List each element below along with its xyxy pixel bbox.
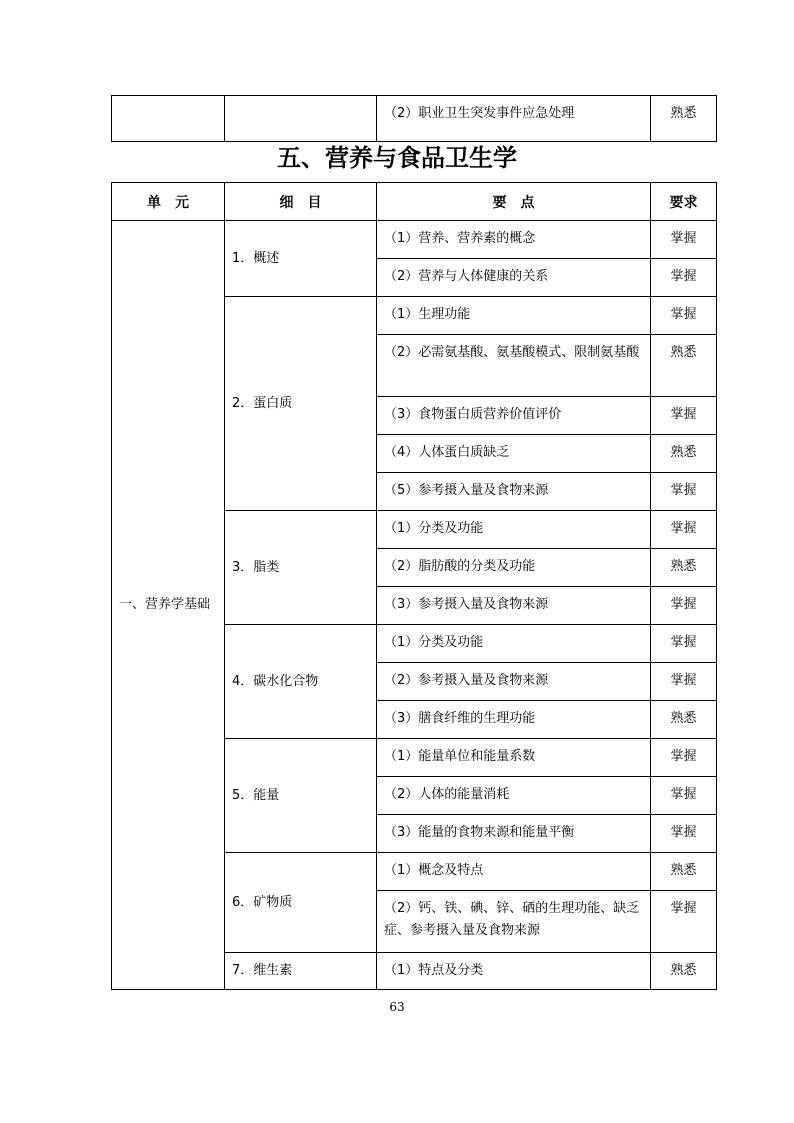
point-cell: （1）特点及分类 — [377, 953, 651, 990]
unit-cell: 一、营养学基础 — [112, 221, 225, 990]
detail-cell: 4．碳水化合物 — [225, 625, 377, 739]
requirement-cell: 熟悉 — [651, 853, 717, 891]
point-cell: （2）营养与人体健康的关系 — [377, 259, 651, 297]
point-cell: （3）参考摄入量及食物来源 — [377, 587, 651, 625]
requirement-cell: 熟悉 — [651, 701, 717, 739]
requirement-cell: 掌握 — [651, 625, 717, 663]
point-cell: （3）食物蛋白质营养价值评价 — [377, 397, 651, 435]
requirement-cell: 掌握 — [651, 259, 717, 297]
page-number: 63 — [389, 1000, 405, 1014]
point-cell: （3）能量的食物来源和能量平衡 — [377, 815, 651, 853]
requirement-cell: 熟悉 — [651, 435, 717, 473]
header-unit: 单 元 — [112, 183, 225, 221]
requirement-cell: 掌握 — [651, 663, 717, 701]
point-cell: （2）参考摄入量及食物来源 — [377, 663, 651, 701]
header-detail: 细 目 — [225, 183, 377, 221]
requirement-cell: 掌握 — [651, 397, 717, 435]
point-cell: （3）膳食纤维的生理功能 — [377, 701, 651, 739]
requirement-cell: 熟悉 — [651, 335, 717, 397]
syllabus-table — [111, 182, 717, 990]
previous-section-table — [111, 95, 717, 142]
detail-cell: 5．能量 — [225, 739, 377, 853]
requirement-cell: 掌握 — [651, 739, 717, 777]
detail-cell: 7．维生素 — [225, 953, 377, 990]
requirement-cell: 掌握 — [651, 221, 717, 259]
detail-cell — [225, 96, 377, 142]
point-cell: （4）人体蛋白质缺乏 — [377, 435, 651, 473]
point-cell: （1）分类及功能 — [377, 625, 651, 663]
requirement-cell: 熟悉 — [651, 96, 717, 142]
detail-cell: 3．脂类 — [225, 511, 377, 625]
requirement-cell: 熟悉 — [651, 549, 717, 587]
requirement-cell: 掌握 — [651, 511, 717, 549]
section-title: 五、营养与食品卫生学 — [277, 143, 517, 172]
point-cell: （2）必需氨基酸、氨基酸模式、限制氨基酸 — [377, 335, 651, 397]
point-cell: （1）能量单位和能量系数 — [377, 739, 651, 777]
table-row — [112, 221, 717, 259]
point-cell: （1）分类及功能 — [377, 511, 651, 549]
requirement-cell: 掌握 — [651, 297, 717, 335]
requirement-cell: 掌握 — [651, 815, 717, 853]
detail-cell: 6．矿物质 — [225, 853, 377, 953]
point-cell: （2）职业卫生突发事件应急处理 — [377, 96, 651, 142]
requirement-cell: 熟悉 — [651, 953, 717, 990]
point-cell: （2）钙、铁、碘、锌、硒的生理功能、缺乏症、参考摄入量及食物来源 — [377, 891, 651, 953]
requirement-cell: 掌握 — [651, 587, 717, 625]
table-row — [112, 96, 717, 142]
point-cell: （2）脂肪酸的分类及功能 — [377, 549, 651, 587]
point-cell: （5）参考摄入量及食物来源 — [377, 473, 651, 511]
detail-cell: 2．蛋白质 — [225, 297, 377, 511]
header-requirement: 要求 — [651, 183, 717, 221]
detail-cell: 1．概述 — [225, 221, 377, 297]
point-cell: （2）人体的能量消耗 — [377, 777, 651, 815]
point-cell: （1）概念及特点 — [377, 853, 651, 891]
header-row — [112, 183, 717, 221]
requirement-cell: 掌握 — [651, 891, 717, 953]
point-cell: （1）营养、营养素的概念 — [377, 221, 651, 259]
unit-cell — [112, 96, 225, 142]
point-cell: （1）生理功能 — [377, 297, 651, 335]
requirement-cell: 掌握 — [651, 777, 717, 815]
requirement-cell: 掌握 — [651, 473, 717, 511]
header-points: 要 点 — [377, 183, 651, 221]
